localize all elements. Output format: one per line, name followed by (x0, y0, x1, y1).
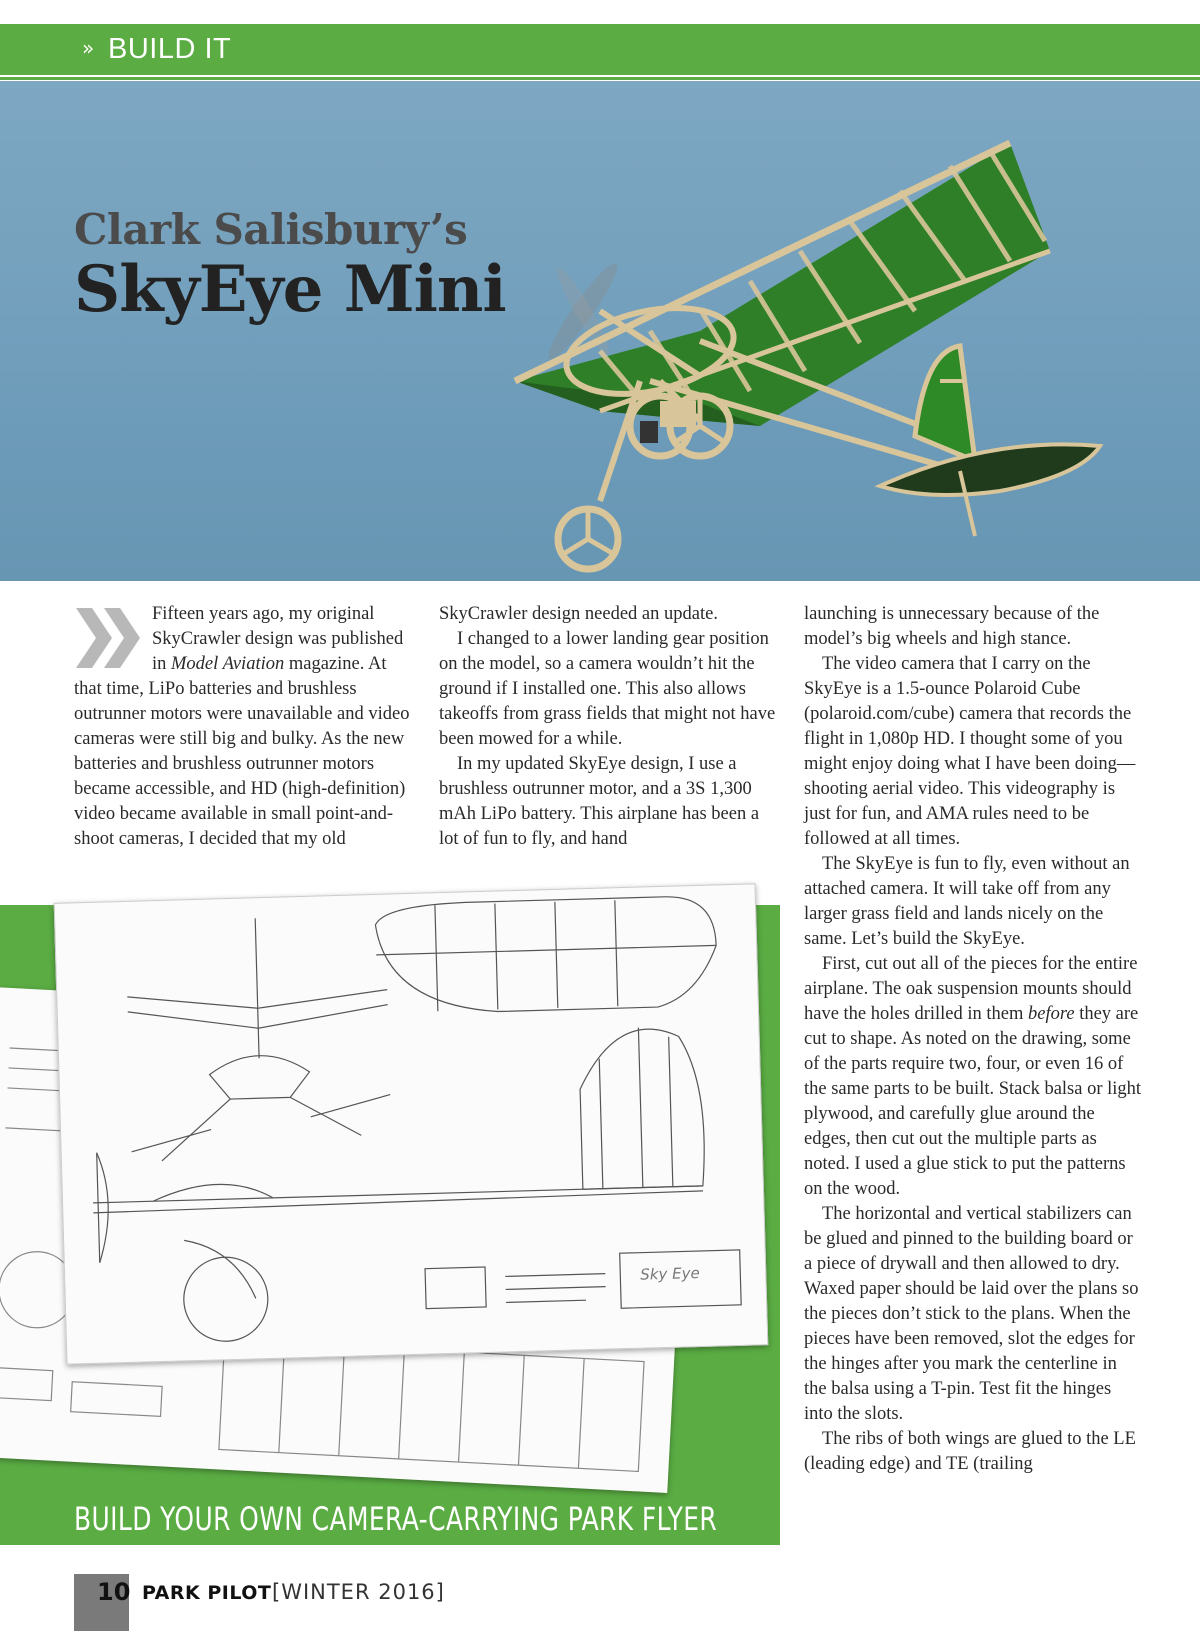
article-deck: BUILD YOUR OWN CAMERA-CARRYING PARK FLYER (74, 1500, 718, 1538)
paragraph: In my updated SkyEye design, I use a brushless outrunner motor, and a 3S 1,300 mAh LiPo battery. This airplane has been a lot of fun to fly, and hand (439, 754, 760, 849)
plan-sheet-front (54, 883, 769, 1364)
drop-chevron-icon (74, 604, 148, 672)
paragraph: SkyCrawler design needed an update. (439, 604, 718, 624)
plans-title-block: Sky Eye (640, 1264, 700, 1284)
text-column-1 (74, 602, 412, 852)
hero-photo (0, 81, 1200, 581)
title-main: SkyEye Mini (74, 252, 506, 327)
section-label: BUILD IT (108, 33, 232, 65)
double-chevron-icon: » (82, 36, 95, 60)
paragraph: launching is unnecessary because of the model’s big wheels and high stance. (804, 604, 1100, 649)
paragraph: Fifteen years ago, my original SkyCrawler design was published in Model Aviation magazine. At that time, LiPo batteries and brushless outrunner motors were unavailable and video cameras were still big and bulky. As the new batteries and brushless outrunner motors became accessible, and HD (high-definition) video became available in small point-and-shoot cameras, I decided that my old (74, 604, 410, 849)
section-divider (0, 77, 1200, 80)
page-number: 10 (97, 1578, 131, 1606)
airplane-illustration (0, 81, 1200, 581)
section-header-bar (0, 24, 1200, 75)
paragraph: I changed to a lower landing gear position on the model, so a camera wouldn’t hit the ground if I installed one. This also allows takeoffs from grass fields that might not have been mowed for a while. (439, 629, 776, 749)
title-byline: Clark Salisbury’s (74, 205, 468, 254)
issue-date: [WINTER 2016] (272, 1580, 445, 1604)
paragraph: The video camera that I carry on the SkyEye is a 1.5-ounce Polaroid Cube (polaroid.com/cube) camera that records the flight in 1,080p HD. I thought some of you might enjoy doing what I have been doing—shooting aerial video. This videography is just for fun, and AMA rules need to be followed at all times. (804, 654, 1136, 849)
text-column-2 (439, 602, 779, 852)
paragraph: The horizontal and vertical stabilizers can be glued and pinned to the building board or a piece of drywall and then allowed to dry. Waxed paper should be laid over the plans so the pieces don’t stick to the plans. When the pieces have been removed, slot the edges for the hinges after you mark the centerline in the balsa using a T-pin. Test fit the hinges into the slots. (804, 1204, 1139, 1424)
paragraph: The SkyEye is fun to fly, even without an attached camera. It will take off from any larger grass field and lands nicely on the same. Let’s build the SkyEye. (804, 854, 1130, 949)
text-column-3 (804, 602, 1144, 1477)
paragraph: First, cut out all of the pieces for the entire airplane. The oak suspension mounts should have the holes drilled in them before they are cut to shape. As noted on the drawing, some of the parts require two, four, or even 16 of the same parts to be built. Stack balsa or light plywood, and carefully glue around the edges, then cut out the multiple parts as noted. I used a glue stick to put the patterns on the wood. (804, 954, 1142, 1199)
article-title (74, 205, 506, 327)
paragraph: The ribs of both wings are glued to the LE (leading edge) and TE (trailing (804, 1429, 1136, 1474)
plan-drawing-front (55, 884, 768, 1363)
magazine-name: PARK PILOT (142, 1582, 272, 1604)
